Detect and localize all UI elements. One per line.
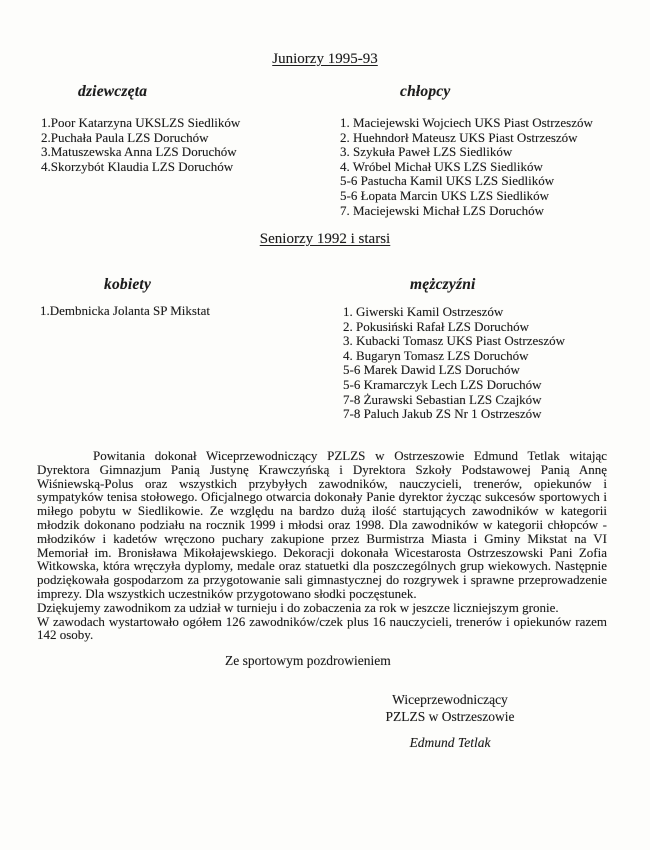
column-header-men: mężczyźni (410, 276, 476, 293)
result-entry: 5-6 Łopata Marcin UKS LZS Siedlików (340, 187, 550, 203)
report-body (37, 449, 607, 642)
signature-title-line1: Wiceprzewodniczący (392, 692, 508, 707)
result-entry: 4. Bugaryn Tomasz LZS Doruchów (343, 347, 529, 363)
results-list-junior-girls (41, 116, 240, 174)
result-entry: 1.Dembnicka Jolanta SP Mikstat (40, 303, 210, 318)
result-entry: 1.Poor Katarzyna UKSLZS Siedlików (41, 115, 241, 130)
results-list-junior-boys (340, 116, 593, 218)
results-list-senior-men (343, 305, 565, 422)
result-entry: 5-6 Marek Dawid LZS Doruchów (343, 362, 520, 378)
column-header-girls: dziewczęta (78, 83, 148, 100)
result-entry: 3. Kubacki Tomasz UKS Piast Ostrzeszów (343, 333, 565, 349)
result-entry: 4.Skorzybót Klaudia LZS Doruchów (41, 158, 234, 174)
signature-name: Edmund Tetlak (409, 735, 491, 750)
report-paragraph-thanks: Dziękujemy zawodnikom za udział w turnieju i do zobaczenia za rok w jeszcze liczniejszym gronie. (37, 599, 559, 615)
report-paragraph-main: Powitania dokonał Wiceprzewodniczący PZLZS w Ostrzeszowie Edmund Tetlak witając Dyrektora Gimnazjum Panią Justynę Krawczyńską i Dyrektora Szkoły Podstawowej Panią Annę Wiśniewską-Polus oraz wszystkich przybyłych zawodników, nauczycieli, trenerów, opiekunów i sympatyków tenisa stołowego. Oficjalnego otwarcia dokonały Panie dyrektor życząc sukcesów sportowych i miłego pobytu w Siedlikowie. Ze względu na bardzo dużą ilość startujących zawodników w kategorii młodzik dokonano podziału na rocznik 1999 i młodsi oraz 1998. Dla zawodników w kategorii chłopców - młodzików i kadetów wręczono puchary zakupione przez Burmistrza Miasta i Gminy Mikstat na VI Memoriał im. Bronisława Mikołajewskiego. Dekoracji dokonała Wicestarosta Ostrzeszowski Pani Zofia Witkowska, która wręczyła dyplomy, medale oraz statuetki dla poszczególnych grup wiekowych. Następnie podziękowała gospodarzom za przygotowanie sali gimnastycznej do rozgrywek i sprawne przeprowadzenie imprezy. Dla wszystkich uczestników przygotowano słodki poczęstunek. (37, 448, 607, 601)
column-header-boys: chłopcy (400, 83, 451, 100)
result-entry: 1. Maciejewski Wojciech UKS Piast Ostrzeszów (340, 115, 593, 130)
section-title-juniors: Juniorzy 1995-93 (272, 51, 378, 67)
result-entry: 7-8 Paluch Jakub ZS Nr 1 Ostrzeszów (343, 406, 542, 422)
result-entry: 7. Maciejewski Michał LZS Doruchów (340, 202, 544, 218)
result-entry: 5-6 Kramarczyk Lech LZS Doruchów (343, 376, 542, 392)
signature-block (358, 691, 542, 751)
signature-title-line2: PZLZS w Ostrzeszowie (385, 709, 515, 724)
result-entry: 5-6 Pastucha Kamil UKS LZS Siedlików (340, 173, 555, 189)
report-paragraph-totals: W zawodach wystartowało ogółem 126 zawodników/czek plus 16 nauczycieli, trenerów i opiekunów razem 142 osoby. (37, 613, 607, 643)
result-entry: 3. Szykuła Paweł LZS Siedlików (340, 144, 513, 160)
result-entry: 2.Puchała Paula LZS Doruchów (41, 129, 209, 145)
result-entry: 3.Matuszewska Anna LZS Doruchów (41, 144, 237, 160)
result-entry: 4. Wróbel Michał UKS LZS Siedlików (340, 158, 543, 174)
results-list-senior-women (40, 304, 210, 319)
farewell-line: Ze sportowym pozdrowieniem (225, 653, 391, 668)
result-entry: 1. Giwerski Kamil Ostrzeszów (343, 304, 504, 319)
result-entry: 2. Huehndorł Mateusz UKS Piast Ostrzeszów (340, 129, 578, 145)
result-entry: 7-8 Żurawski Sebastian LZS Czajków (343, 391, 542, 407)
result-entry: 2. Pokusiński Rafał LZS Doruchów (343, 318, 529, 334)
column-header-women: kobiety (104, 276, 152, 293)
section-title-seniors: Seniorzy 1992 i starsi (259, 231, 391, 247)
